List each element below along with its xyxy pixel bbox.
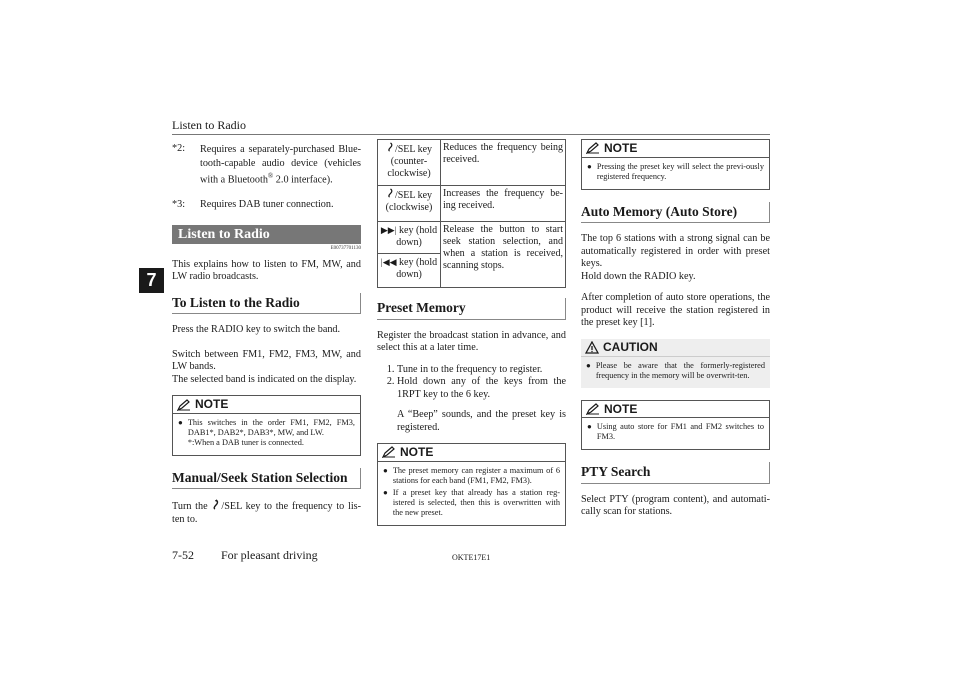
heading-id: E00737701130 (330, 245, 361, 251)
doc-code: OKTE17E1 (452, 553, 491, 562)
note-header (173, 396, 360, 414)
note-pencil-icon (177, 399, 191, 411)
note-body (173, 414, 360, 455)
caution-header (581, 339, 770, 357)
section-heading: Auto Memory (Auto Store) (581, 202, 770, 224)
table-key-cell: |◀◀ key (hold down) (378, 254, 441, 288)
warning-triangle-icon (585, 341, 599, 354)
running-title: Listen to Radio (172, 118, 246, 132)
next-track-icon: ▶▶| (380, 225, 397, 235)
bullet-icon: ● (383, 487, 388, 497)
intro-text: This explains how to listen to FM, MW, and LW radio broadcasts. (172, 258, 361, 283)
note-item: ● Pressing the preset key will select the previ-ously registered frequency. (587, 161, 764, 181)
header-rule (172, 134, 770, 135)
column-1 (172, 143, 361, 535)
note-pencil-icon (382, 446, 396, 458)
note-box (377, 443, 566, 526)
registered-mark: ® (267, 172, 274, 180)
paragraph: The top 6 stations with a strong signal can be automatically registered in order with preset keys. (581, 233, 770, 269)
note-body (582, 418, 769, 449)
footnote-mark: *3: (172, 198, 186, 210)
table-key-cell: /SEL key (clockwise) (378, 186, 441, 222)
table-row (378, 140, 566, 186)
note-item: ● This switches in the order FM1, FM2, FM3, DAB1*, DAB2*, DAB3*, MW, and LW. *:When a DAB tuner is connected. (178, 417, 355, 447)
paragraph: Register the broadcast station in advance, and select this at a later time. (377, 329, 566, 353)
footnote (172, 143, 361, 187)
table-row (378, 186, 566, 222)
caution-title: CAUTION (603, 339, 658, 354)
bullet-icon: ● (587, 161, 592, 171)
note-title: NOTE (604, 141, 638, 155)
paragraph: The selected band is indicated on the display. (172, 373, 357, 385)
key-table (377, 139, 566, 288)
footer-section: For pleasant driving (221, 548, 318, 562)
main-heading: Listen to Radio (172, 225, 361, 244)
paragraph: Hold down the RADIO key. (581, 270, 696, 282)
table-key-cell: ▶▶| key (hold down) (378, 222, 441, 254)
chapter-tab: 7 (139, 268, 164, 293)
note-title: NOTE (604, 401, 638, 416)
paragraph: A “Beep” sounds, and the preset key is registered. (397, 409, 566, 433)
section-heading: Preset Memory (377, 298, 566, 320)
caution-box (581, 339, 770, 388)
bullet-icon: ● (586, 360, 591, 370)
note-box (581, 139, 770, 190)
step-item: 2. Hold down any of the keys from the 1RPT key to the 6 key. (397, 376, 566, 401)
note-item: ● The preset memory can register a maximum of 6 stations for each band (FM1, FM2, FM3). (383, 465, 560, 485)
column-2 (377, 139, 566, 538)
paragraph: After completion of auto store operations, the product will receive the station registered in the preset key [1]. (581, 292, 770, 328)
note-header (378, 444, 565, 462)
section-heading: PTY Search (581, 462, 770, 484)
note-header (582, 401, 769, 419)
note-title: NOTE (400, 445, 434, 459)
prev-track-icon: |◀◀ (380, 257, 397, 267)
note-pencil-icon (586, 403, 600, 415)
note-header (582, 140, 769, 158)
footnote-text: Requires a separately-purchased Blue-tooth-capable audio device (vehicles with a Bluetooth® 2.0 interface). (200, 144, 361, 186)
bullet-icon: ● (587, 422, 592, 431)
paragraph: Switch between FM1, FM2, FM3, MW, and LW bands. (172, 348, 361, 373)
dial-icon (386, 142, 395, 152)
dial-icon (211, 499, 221, 510)
note-body (378, 462, 565, 525)
note-item: ● If a preset key that already has a station reg-istered is selected, then this is overwritten with the new preset. (383, 487, 560, 517)
steps-list (377, 364, 566, 402)
table-row (378, 222, 566, 254)
bullet-icon: ● (383, 465, 388, 475)
page-number: 7-52 (172, 548, 194, 562)
table-desc-cell: Reduces the frequency being received. (441, 140, 566, 186)
caution-body (581, 357, 770, 388)
note-pencil-icon (586, 142, 600, 154)
footnote-text: Requires DAB tuner connection. (200, 198, 334, 210)
paragraph: Select PTY (program content), and automati-cally scan for stations. (581, 493, 770, 517)
paragraph: Press the RADIO key to switch the band. (172, 324, 341, 336)
caution-item: ● Please be aware that the formerly-registered frequency in the memory will be overwrit-ten. (586, 360, 765, 380)
bullet-icon: ● (178, 417, 183, 427)
note-title: NOTE (195, 397, 229, 412)
step-item: 1. Tune in to the frequency to register. (397, 364, 566, 377)
note-box (172, 395, 361, 456)
section-heading: Manual/Seek Station Selection (172, 468, 361, 490)
table-desc-cell: Release the button to start seek station selection, and when a station is received, scanning stops. (441, 222, 566, 288)
column-3 (581, 139, 770, 528)
note-box (581, 400, 770, 451)
dial-icon (386, 188, 395, 198)
table-desc-cell: Increases the frequency be-ing received. (441, 186, 566, 222)
paragraph: Turn the /SEL key to the frequency to lis-ten to. (172, 501, 362, 525)
table-key-cell: /SEL key (counter-clockwise) (378, 140, 441, 186)
footnote (172, 199, 361, 212)
note-item: ● Using auto store for FM1 and FM2 switches to FM3. (587, 422, 764, 441)
footnote-mark: *2: (172, 143, 186, 154)
section-heading: To Listen to the Radio (172, 293, 361, 315)
note-body (582, 158, 769, 189)
